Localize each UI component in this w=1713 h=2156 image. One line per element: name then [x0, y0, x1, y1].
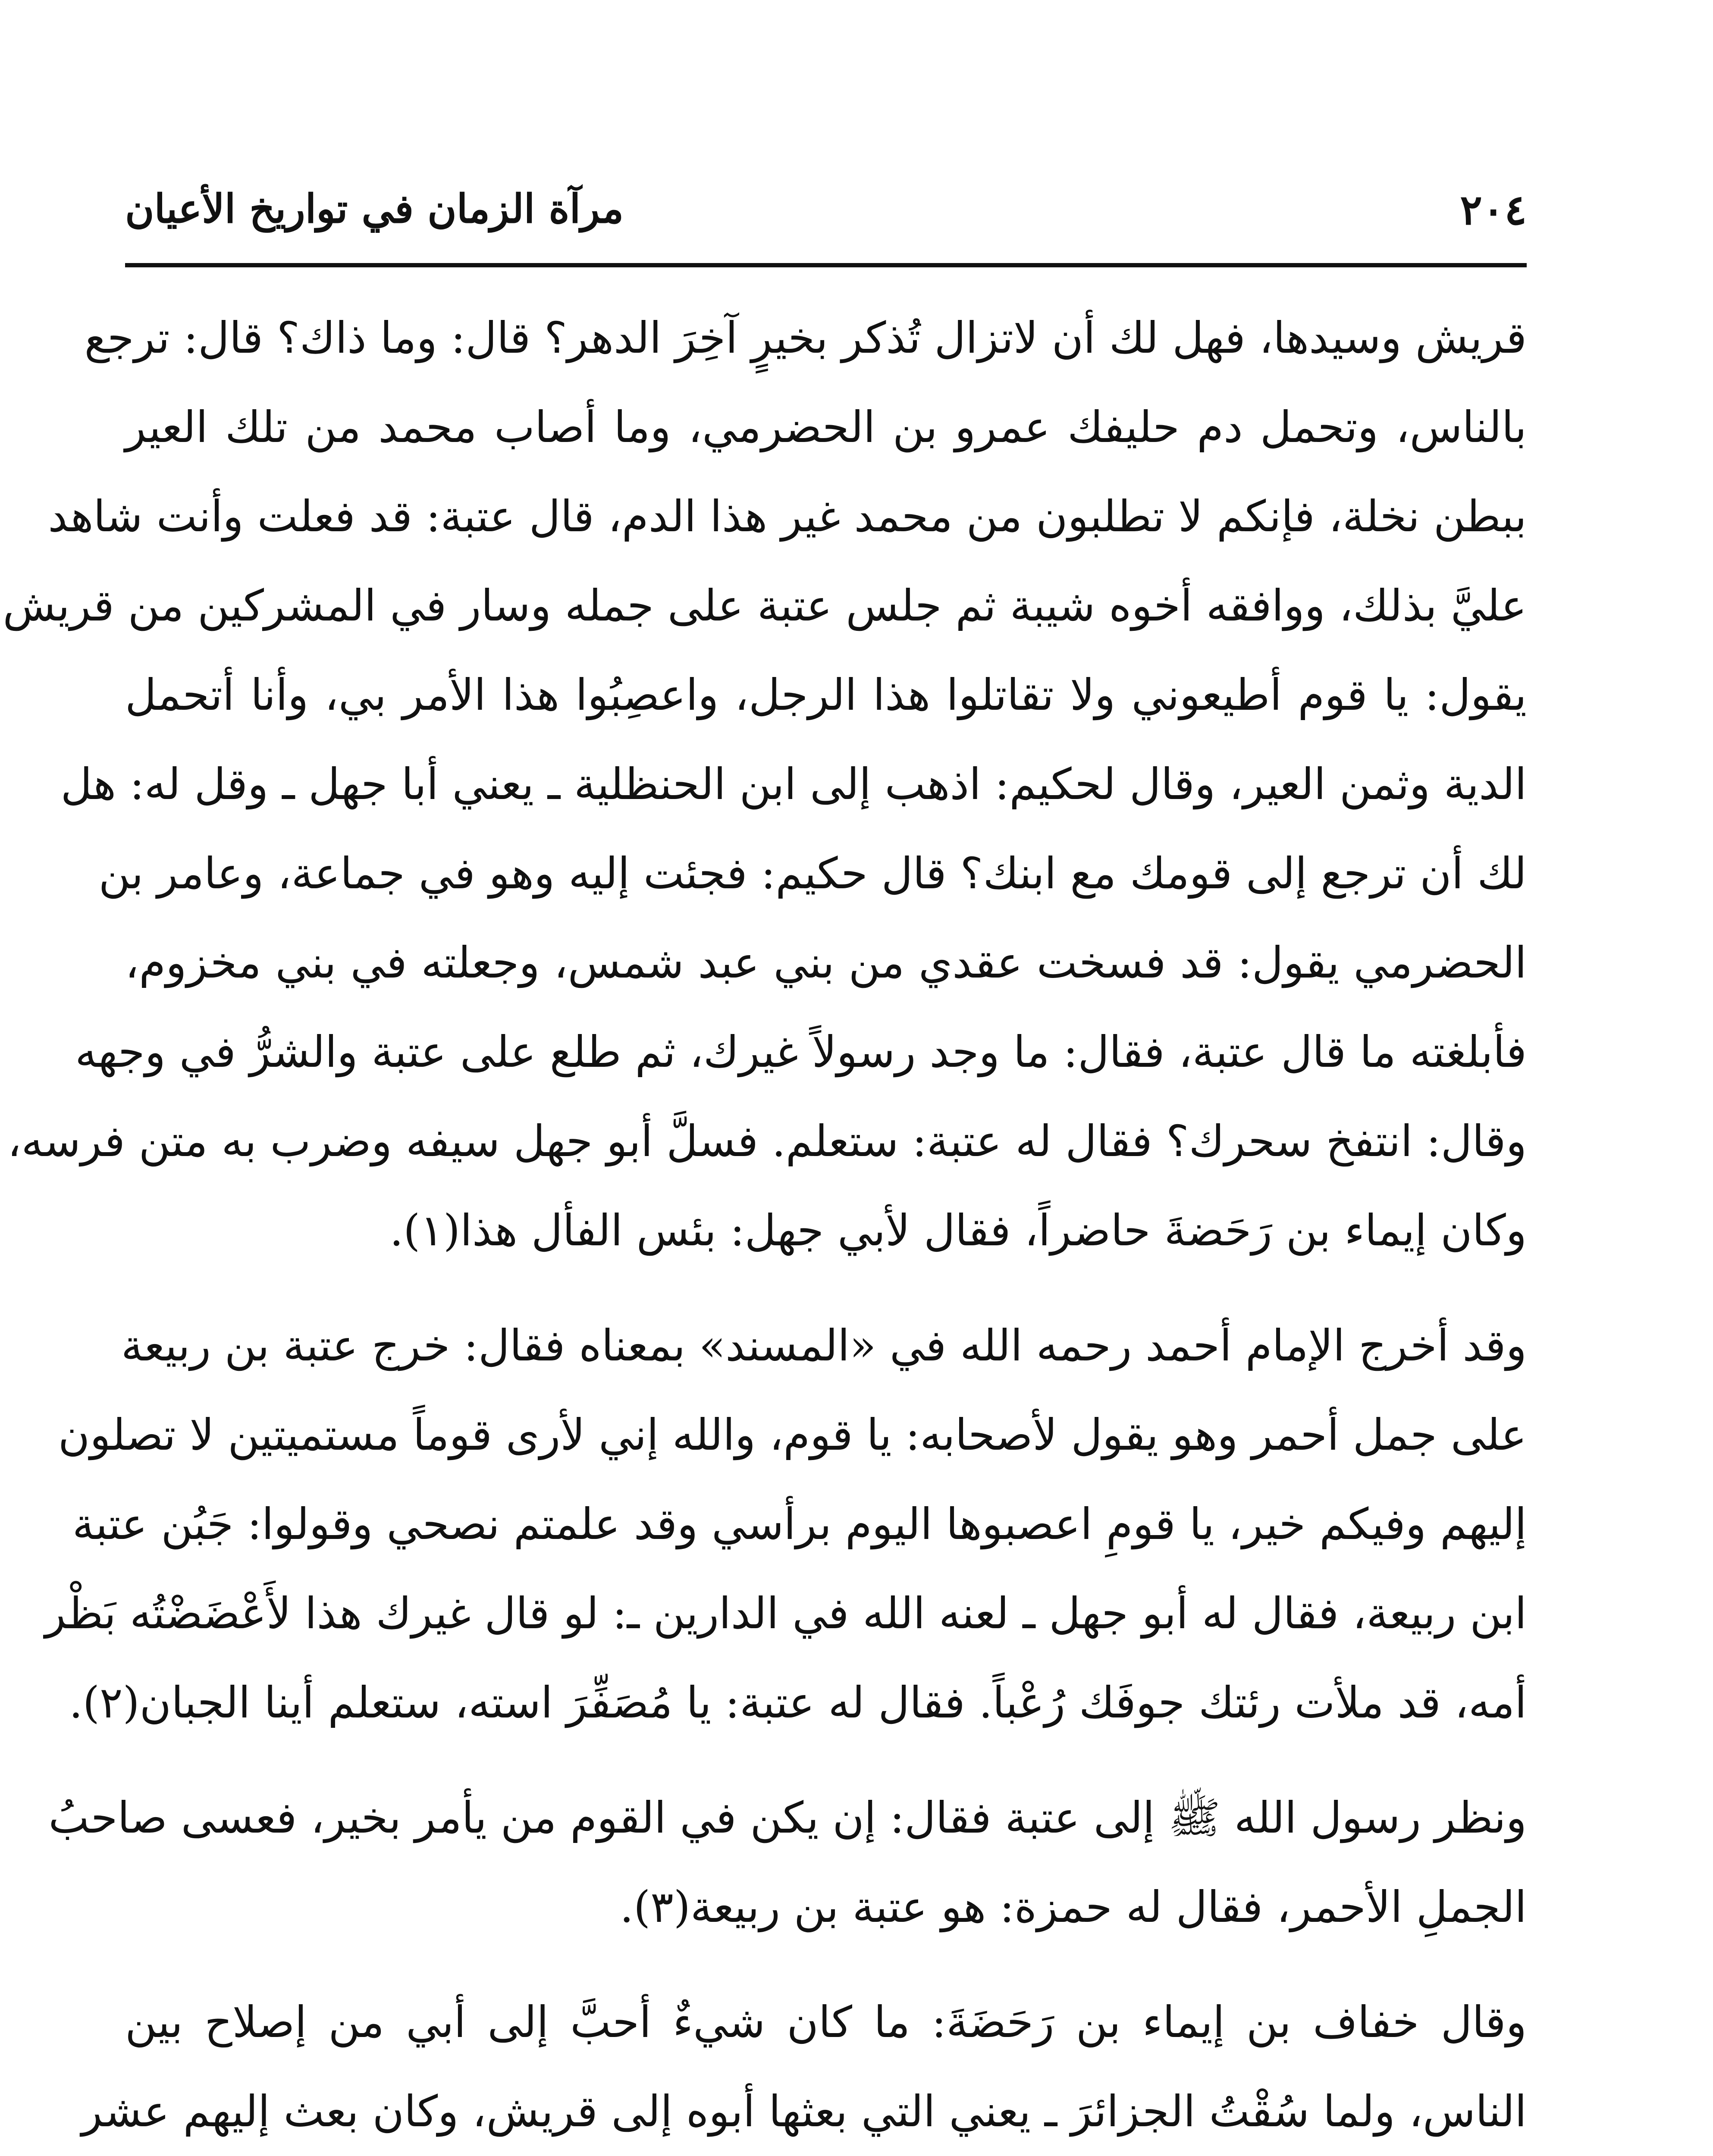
text-line: الدية وثمن العير، وقال لحكيم: اذهب إلى ابن الحنظلية ـ يعني أبا جهل ـ وقل له: هل — [60, 759, 1527, 809]
text-line: فأبلغته ما قال عتبة، فقال: ما وجد رسولاً غيرك، ثم طلع على عتبة والشرُّ في وجهه — [75, 1027, 1527, 1077]
paragraph — [48, 1773, 1527, 1952]
text-line: ببطن نخلة، فإنكم لا تطلبون من محمد غير هذا الدم، قال عتبة: قد فعلت وأنت شاهد — [48, 491, 1527, 542]
page-number: ٢٠٤ — [1460, 185, 1527, 234]
text-line: عليَّ بذلك، ووافقه أخوه شيبة ثم جلس عتبة على جمله وسار في المشركين من قريش — [3, 580, 1527, 631]
text-line: الجملِ الأحمر، فقال له حمزة: هو عتبة بن ربيعة(٣). — [620, 1882, 1527, 1932]
text-line: ونظر رسول الله ﷺ إلى عتبة فقال: إن يكن في القوم من يأمر بخير، فعسى صاحبُ — [48, 1792, 1527, 1843]
text-line: وقال: انتفخ سحرك؟ فقال له عتبة: ستعلم. فسلَّ أبو جهل سيفه وضرب به متن فرسه، — [7, 1116, 1527, 1166]
header-divider — [125, 263, 1527, 267]
text-line: أمه، قد ملأت رئتك جوفَك رُعْباً. فقال له عتبة: يا مُصَفِّرَ استه، ستعلم أينا الجبان(٢). — [69, 1677, 1527, 1728]
text-line: قريش وسيدها، فهل لك أن لاتزال تُذكر بخيرٍ آخِرَ الدهر؟ قال: وما ذاك؟ قال: ترجع — [84, 313, 1527, 363]
text-line: إليهم وفيكم خير، يا قومِ اعصبوها اليوم برأسي وقد علمتم نصحي وقولوا: جَبُن عتبة — [72, 1499, 1527, 1549]
text-line: يقول: يا قوم أطيعوني ولا تقاتلوا هذا الرجل، واعصِبُوا هذا الأمر بي، وأنا أتحمل — [125, 670, 1527, 720]
text-line: وكان إيماء بن رَحَضةَ حاضراً، فقال لأبي جهل: بئس الفأل هذا(١). — [389, 1205, 1527, 1256]
text-line: وقال خفاف بن إيماء بن رَحَضَةَ: ما كان شيءٌ أحبَّ إلى أبي من إصلاح بين — [125, 1997, 1527, 2047]
text-line: الناس، ولما سُقْتُ الجزائرَ ـ يعني التي بعثها أبوه إلى قريش، وكان بعث إليهم عشر — [81, 2086, 1527, 2137]
text-line: لك أن ترجع إلى قومك مع ابنك؟ قال حكيم: فجئت إليه وهو في جماعة، وعامر بن — [98, 848, 1527, 899]
paragraph — [45, 1301, 1527, 1747]
page-header — [125, 172, 1527, 254]
text-line: على جمل أحمر وهو يقول لأصحابه: يا قوم، والله إني لأرى قوماً مستميتين لا تصلون — [58, 1410, 1527, 1460]
running-title: مرآة الزمان في تواريخ الأعيان — [125, 185, 624, 232]
paragraph — [81, 1977, 1527, 2156]
text-line: ابن ربيعة، فقال له أبو جهل ـ لعنه الله في الدارين ـ: لو قال غيرك هذا لأَعْضَضْتُه بَظْر — [45, 1588, 1527, 1639]
main-text — [3, 293, 1527, 2156]
text-line: وقد أخرج الإمام أحمد رحمه الله في «المسند» بمعناه فقال: خرج عتبة بن ربيعة — [121, 1320, 1527, 1371]
text-line: بالناس، وتحمل دم حليفك عمرو بن الحضرمي، وما أصاب محمد من تلك العير — [125, 402, 1527, 452]
text-line: الحضرمي يقول: قد فسخت عقدي من بني عبد شمس، وجعلته في بني مخزوم، — [125, 937, 1527, 988]
paragraph — [3, 293, 1527, 1275]
